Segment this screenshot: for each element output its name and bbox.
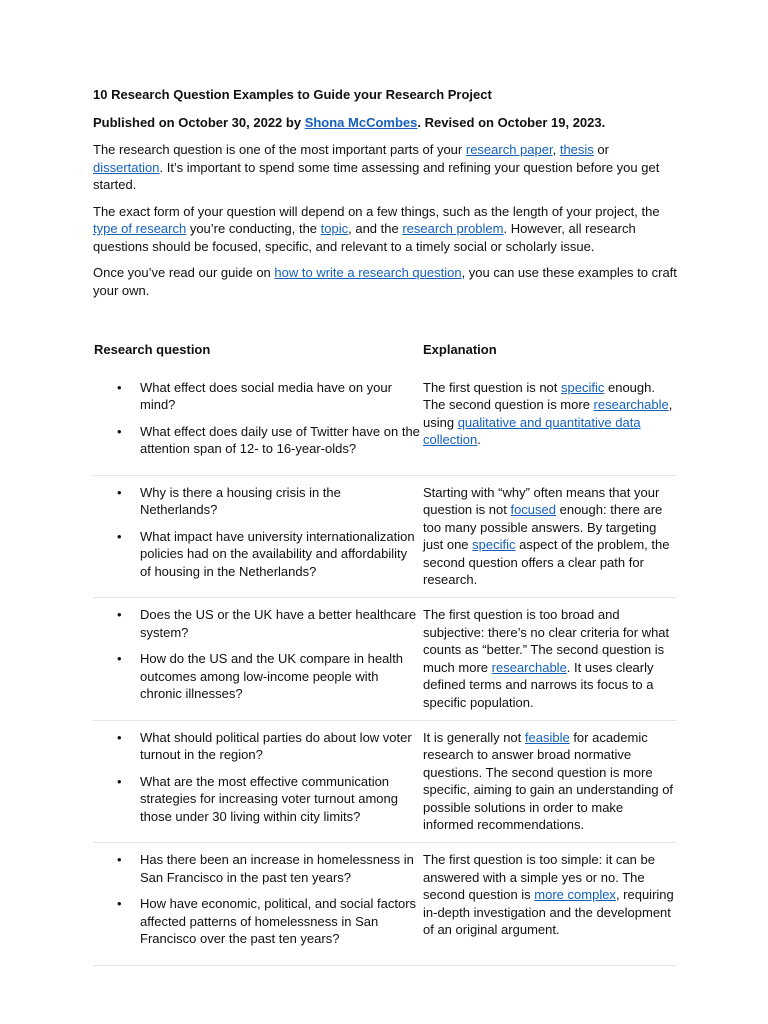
author-link[interactable]: Shona McCombes (304, 114, 418, 130)
text: enough: there are too many possible answers. By targeting just one (423, 502, 663, 552)
question-item: • What effect does daily use of Twitter have on the attention span of 12- to 16-year-olds? (140, 423, 422, 458)
text: for academic research to answer broad normative questions. The second question is more specific, aiming to gain an understanding of possible solutions in order to make informed recommendations. (423, 729, 674, 832)
dissertation-link[interactable]: dissertation (93, 159, 160, 175)
page-title: 10 Research Question Examples to Guide your Research Project (93, 87, 492, 102)
question-cell (93, 843, 422, 966)
examples-table (93, 337, 677, 966)
explanation-cell (422, 371, 677, 476)
text: . However, all research questions should be focused, specific, and relevant to a timely social or scholarly issue. (93, 221, 636, 254)
explanation-cell (422, 843, 677, 966)
question-item: • Has there been an increase in homelessness in San Francisco in the past ten years? (140, 851, 422, 886)
more-complex-link[interactable]: more complex (534, 887, 616, 902)
text: enough. The second question is more (423, 379, 655, 412)
data-collection-link[interactable]: qualitative and quantitative data collection (423, 414, 641, 447)
text: aspect of the problem, the second question offers a clear path for research. (423, 537, 670, 587)
research-paper-link[interactable]: research paper (465, 142, 553, 157)
text: , (552, 142, 560, 157)
intro-paragraph-1 (93, 141, 677, 194)
topic-link[interactable]: topic (320, 221, 349, 236)
focused-link[interactable]: focused (510, 502, 556, 517)
feasible-link[interactable]: feasible (524, 729, 570, 745)
text: Once you’ve read our guide on (93, 265, 275, 280)
text: It is generally not (423, 729, 525, 745)
question-item: • What impact have university internationalization policies had on the availability and affordability of housing in the Netherlands? (140, 528, 422, 581)
explanation-cell (422, 720, 677, 843)
specific-link[interactable]: specific (472, 537, 516, 552)
table-row (93, 843, 677, 966)
how-to-write-link[interactable]: how to write a research question (274, 265, 462, 280)
question-item: • What are the most effective communication strategies for increasing voter turnout among those under 30 living within city limits? (140, 773, 422, 826)
researchable-link[interactable]: researchable (491, 659, 567, 675)
table-row (93, 371, 677, 476)
table-row (93, 475, 677, 598)
research-problem-link[interactable]: research problem (402, 221, 504, 236)
question-item: • How do the US and the UK compare in health outcomes among low-income people with chronic illnesses? (140, 650, 422, 703)
text: The first question is too simple: it can be answered with a simple yes or no. The second question is (423, 852, 655, 902)
question-item: • Why is there a housing crisis in the Netherlands? (140, 484, 422, 519)
text: . (477, 432, 481, 447)
text: , and the (348, 221, 403, 236)
intro-paragraph-3 (93, 264, 677, 299)
revised-text: . Revised on October 19, 2023. (417, 114, 606, 130)
question-cell (93, 371, 422, 476)
explanation-cell (422, 475, 677, 598)
type-of-research-link[interactable]: type of research (93, 221, 187, 236)
text: , you can use these examples to craft your own. (93, 265, 677, 298)
explanation-cell (422, 598, 677, 721)
intro-paragraph-2 (93, 203, 677, 256)
question-item: • Does the US or the UK have a better healthcare system? (140, 606, 422, 641)
question-item: • How have economic, political, and social factors affected patterns of homelessness in San Francisco over the past ten years? (140, 895, 422, 948)
text: , requiring in-depth investigation and the development of an original argument. (423, 887, 674, 937)
thesis-link[interactable]: thesis (559, 142, 594, 157)
text: Starting with “why” often means that your question is not (423, 484, 660, 517)
header-explanation: Explanation (423, 342, 497, 357)
text: , using (423, 397, 673, 430)
header-research-question: Research question (94, 342, 211, 357)
text: The research question is one of the most important parts of your (93, 142, 466, 157)
published-prefix: Published on October 30, 2022 by (93, 114, 305, 130)
article (93, 86, 677, 966)
researchable-link[interactable]: researchable (593, 397, 669, 412)
question-item: • What effect does social media have on your mind? (140, 379, 422, 414)
text: . It’s important to spend some time assessing and refining your question before you get started. (93, 159, 660, 192)
text: The first question is not (423, 379, 562, 395)
table-header-row (93, 337, 677, 371)
question-item: • What should political parties do about low voter turnout in the region? (140, 729, 422, 764)
publication-line (93, 114, 677, 132)
table-row (93, 720, 677, 843)
text: The exact form of your question will depend on a few things, such as the length of your project, the (93, 203, 660, 219)
question-cell (93, 598, 422, 721)
question-cell (93, 720, 422, 843)
question-cell (93, 475, 422, 598)
text: The first question is too broad and subjective: there’s no clear criteria for what counts as “better.” The second question is much more (423, 607, 670, 675)
text: you’re conducting, the (186, 221, 321, 236)
specific-link[interactable]: specific (561, 379, 605, 395)
table-row (93, 598, 677, 721)
text: . It uses clearly defined terms and narrows its focus to a specific population. (423, 659, 654, 710)
text: or (593, 142, 609, 157)
